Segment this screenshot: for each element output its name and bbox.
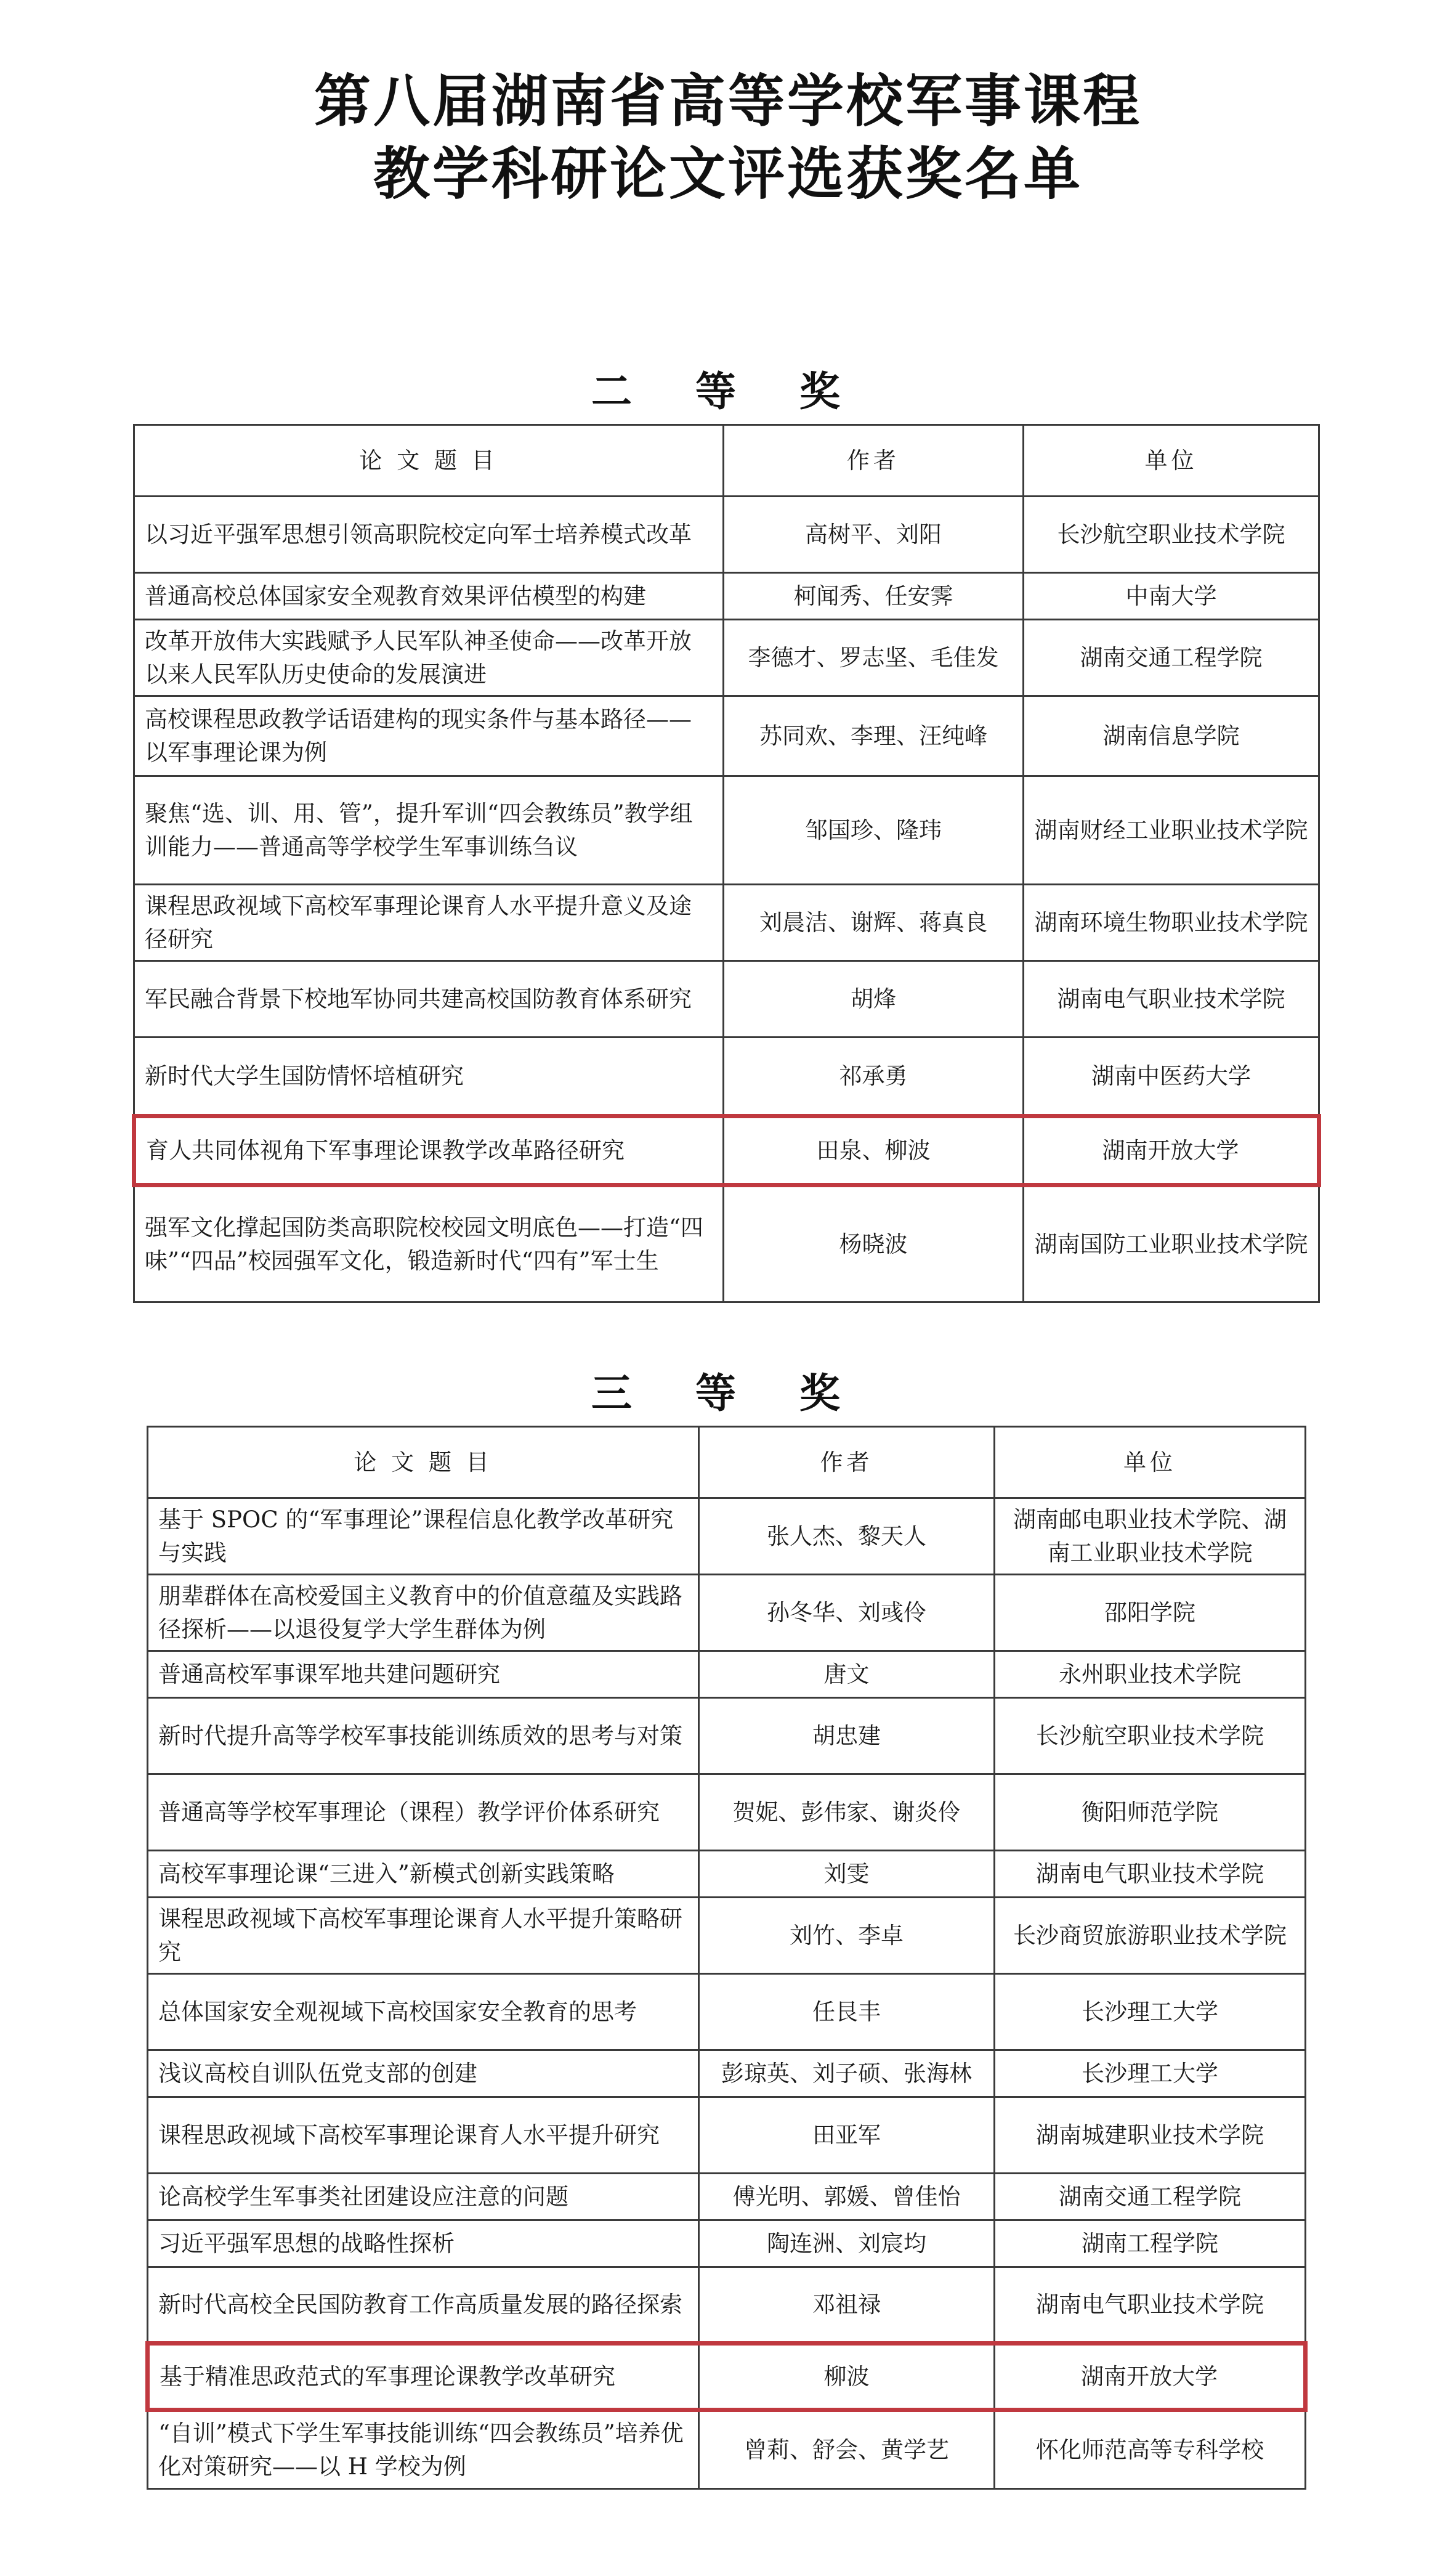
paper-topic: 强军文化撑起国防类高职院校校园文明底色——打造“四味”“四品”校园强军文化，锻造新时代“四有”军士生 bbox=[134, 1185, 724, 1302]
paper-topic: 新时代高校全民国防教育工作高质量发展的路径探索 bbox=[148, 2267, 699, 2344]
paper-topic: “自训”模式下学生军事技能训练“四会教练员”培养优化对策研究——以 H 学校为例 bbox=[148, 2410, 699, 2489]
paper-unit: 湖南财经工业职业技术学院 bbox=[1024, 776, 1319, 885]
paper-unit: 长沙航空职业技术学院 bbox=[995, 1698, 1306, 1774]
column-header-author: 作者 bbox=[724, 425, 1024, 497]
paper-unit: 长沙理工大学 bbox=[995, 2050, 1306, 2097]
table-row bbox=[134, 1185, 1319, 1302]
paper-author: 胡烽 bbox=[724, 961, 1024, 1038]
paper-author: 李德才、罗志坚、毛佳发 bbox=[724, 620, 1024, 696]
third-prize-heading: 三 等 奖 bbox=[591, 1370, 865, 1417]
paper-author: 傅光明、郭媛、曾佳怡 bbox=[699, 2174, 995, 2220]
column-header-author: 作者 bbox=[699, 1427, 995, 1498]
paper-topic: 育人共同体视角下军事理论课教学改革路径研究 bbox=[134, 1116, 724, 1185]
highlighted-table-row bbox=[134, 1116, 1319, 1185]
table-row bbox=[148, 1698, 1306, 1774]
third-prize-table bbox=[145, 1426, 1308, 2490]
paper-unit: 衡阳师范学院 bbox=[995, 1774, 1306, 1851]
table-row bbox=[148, 1498, 1306, 1575]
paper-topic: 论高校学生军事类社团建设应注意的问题 bbox=[148, 2174, 699, 2220]
paper-unit: 湖南电气职业技术学院 bbox=[995, 2267, 1306, 2344]
table-row bbox=[148, 1974, 1306, 2050]
paper-unit: 长沙航空职业技术学院 bbox=[1024, 497, 1319, 573]
paper-unit: 湖南电气职业技术学院 bbox=[995, 1851, 1306, 1898]
paper-author: 张人杰、黎天人 bbox=[699, 1498, 995, 1575]
paper-topic: 课程思政视域下高校军事理论课育人水平提升研究 bbox=[148, 2097, 699, 2174]
paper-unit: 湖南信息学院 bbox=[1024, 696, 1319, 776]
paper-topic: 以习近平强军思想引领高职院校定向军士培养模式改革 bbox=[134, 497, 724, 573]
paper-unit: 长沙商贸旅游职业技术学院 bbox=[995, 1898, 1306, 1974]
paper-unit: 邵阳学院 bbox=[995, 1575, 1306, 1651]
paper-topic: 习近平强军思想的战略性探析 bbox=[148, 2220, 699, 2267]
column-header-unit: 单位 bbox=[995, 1427, 1306, 1498]
paper-author: 邹国珍、隆玮 bbox=[724, 776, 1024, 885]
paper-topic: 军民融合背景下校地军协同共建高校国防教育体系研究 bbox=[134, 961, 724, 1038]
table-row bbox=[134, 696, 1319, 776]
table-header-row bbox=[134, 425, 1319, 497]
table-row bbox=[148, 2267, 1306, 2344]
table-row bbox=[148, 1651, 1306, 1698]
table-row bbox=[148, 1898, 1306, 1974]
paper-topic: 基于 SPOC 的“军事理论”课程信息化教学改革研究与实践 bbox=[148, 1498, 699, 1575]
paper-topic: 课程思政视域下高校军事理论课育人水平提升意义及途径研究 bbox=[134, 885, 724, 961]
paper-author: 高树平、刘阳 bbox=[724, 497, 1024, 573]
table-row bbox=[148, 2174, 1306, 2220]
table-row bbox=[134, 573, 1319, 620]
paper-topic: 总体国家安全观视域下高校国家安全教育的思考 bbox=[148, 1974, 699, 2050]
paper-author: 柯闻秀、任安霁 bbox=[724, 573, 1024, 620]
paper-unit: 湖南交通工程学院 bbox=[995, 2174, 1306, 2220]
paper-author: 苏同欢、李理、汪纯峰 bbox=[724, 696, 1024, 776]
paper-author: 胡忠建 bbox=[699, 1698, 995, 1774]
paper-topic: 高校军事理论课“三进入”新模式创新实践策略 bbox=[148, 1851, 699, 1898]
paper-unit: 湖南开放大学 bbox=[1024, 1116, 1319, 1185]
paper-unit: 湖南环境生物职业技术学院 bbox=[1024, 885, 1319, 961]
paper-author: 田泉、柳波 bbox=[724, 1116, 1024, 1185]
paper-unit: 永州职业技术学院 bbox=[995, 1651, 1306, 1698]
paper-author: 孙冬华、刘彧伶 bbox=[699, 1575, 995, 1651]
table-row bbox=[134, 620, 1319, 696]
paper-author: 邓祖禄 bbox=[699, 2267, 995, 2344]
table-row bbox=[148, 2097, 1306, 2174]
paper-unit: 湖南城建职业技术学院 bbox=[995, 2097, 1306, 2174]
paper-topic: 浅议高校自训队伍党支部的创建 bbox=[148, 2050, 699, 2097]
paper-topic: 朋辈群体在高校爱国主义教育中的价值意蕴及实践路径探析——以退役复学大学生群体为例 bbox=[148, 1575, 699, 1651]
paper-author: 唐文 bbox=[699, 1651, 995, 1698]
paper-unit: 湖南国防工业职业技术学院 bbox=[1024, 1185, 1319, 1302]
paper-author: 彭琼英、刘子硕、张海林 bbox=[699, 2050, 995, 2097]
document-title-line-2: 教学科研论文评选获奖名单 bbox=[373, 141, 1083, 207]
paper-topic: 聚焦“选、训、用、管”，提升军训“四会教练员”教学组训能力——普通高等学校学生军事训练刍议 bbox=[134, 776, 724, 885]
paper-unit: 怀化师范高等专科学校 bbox=[995, 2410, 1306, 2489]
document-title-line-1: 第八届湖南省高等学校军事课程 bbox=[313, 68, 1142, 134]
paper-unit: 湖南电气职业技术学院 bbox=[1024, 961, 1319, 1038]
table-row bbox=[134, 961, 1319, 1038]
table-row bbox=[148, 2410, 1306, 2489]
table-row bbox=[148, 1575, 1306, 1651]
table-row bbox=[134, 776, 1319, 885]
paper-unit: 湖南邮电职业技术学院、湖南工业职业技术学院 bbox=[995, 1498, 1306, 1575]
paper-author: 祁承勇 bbox=[724, 1038, 1024, 1116]
paper-unit: 湖南工程学院 bbox=[995, 2220, 1306, 2267]
paper-author: 刘竹、李卓 bbox=[699, 1898, 995, 1974]
paper-author: 刘晨洁、谢辉、蒋真良 bbox=[724, 885, 1024, 961]
paper-topic: 课程思政视域下高校军事理论课育人水平提升策略研究 bbox=[148, 1898, 699, 1974]
column-header-unit: 单位 bbox=[1024, 425, 1319, 497]
paper-unit: 湖南开放大学 bbox=[995, 2344, 1306, 2410]
second-prize-heading: 二 等 奖 bbox=[591, 368, 865, 415]
paper-author: 刘雯 bbox=[699, 1851, 995, 1898]
table-row bbox=[148, 2050, 1306, 2097]
table-row bbox=[134, 885, 1319, 961]
paper-unit: 中南大学 bbox=[1024, 573, 1319, 620]
table-row bbox=[134, 1038, 1319, 1116]
table-header-row bbox=[148, 1427, 1306, 1498]
column-header-topic: 论 文 题 目 bbox=[134, 425, 724, 497]
paper-topic: 普通高校总体国家安全观教育效果评估模型的构建 bbox=[134, 573, 724, 620]
column-header-topic: 论 文 题 目 bbox=[148, 1427, 699, 1498]
paper-unit: 湖南交通工程学院 bbox=[1024, 620, 1319, 696]
paper-topic: 高校课程思政教学话语建构的现实条件与基本路径——以军事理论课为例 bbox=[134, 696, 724, 776]
paper-author: 陶连洲、刘宸均 bbox=[699, 2220, 995, 2267]
paper-author: 田亚军 bbox=[699, 2097, 995, 2174]
paper-unit: 湖南中医药大学 bbox=[1024, 1038, 1319, 1116]
paper-author: 任艮丰 bbox=[699, 1974, 995, 2050]
paper-author: 贺妮、彭伟家、谢炎伶 bbox=[699, 1774, 995, 1851]
highlighted-table-row bbox=[148, 2344, 1306, 2410]
paper-author: 柳波 bbox=[699, 2344, 995, 2410]
paper-topic: 普通高校军事课军地共建问题研究 bbox=[148, 1651, 699, 1698]
paper-author: 杨晓波 bbox=[724, 1185, 1024, 1302]
table-row bbox=[148, 1851, 1306, 1898]
paper-topic: 新时代提升高等学校军事技能训练质效的思考与对策 bbox=[148, 1698, 699, 1774]
second-prize-table bbox=[132, 424, 1321, 1303]
paper-topic: 改革开放伟大实践赋予人民军队神圣使命——改革开放以来人民军队历史使命的发展演进 bbox=[134, 620, 724, 696]
table-row bbox=[148, 1774, 1306, 1851]
paper-topic: 普通高等学校军事理论（课程）教学评价体系研究 bbox=[148, 1774, 699, 1851]
paper-unit: 长沙理工大学 bbox=[995, 1974, 1306, 2050]
paper-topic: 基于精准思政范式的军事理论课教学改革研究 bbox=[148, 2344, 699, 2410]
table-row bbox=[134, 497, 1319, 573]
paper-topic: 新时代大学生国防情怀培植研究 bbox=[134, 1038, 724, 1116]
paper-author: 曾莉、舒会、黄学艺 bbox=[699, 2410, 995, 2489]
table-row bbox=[148, 2220, 1306, 2267]
